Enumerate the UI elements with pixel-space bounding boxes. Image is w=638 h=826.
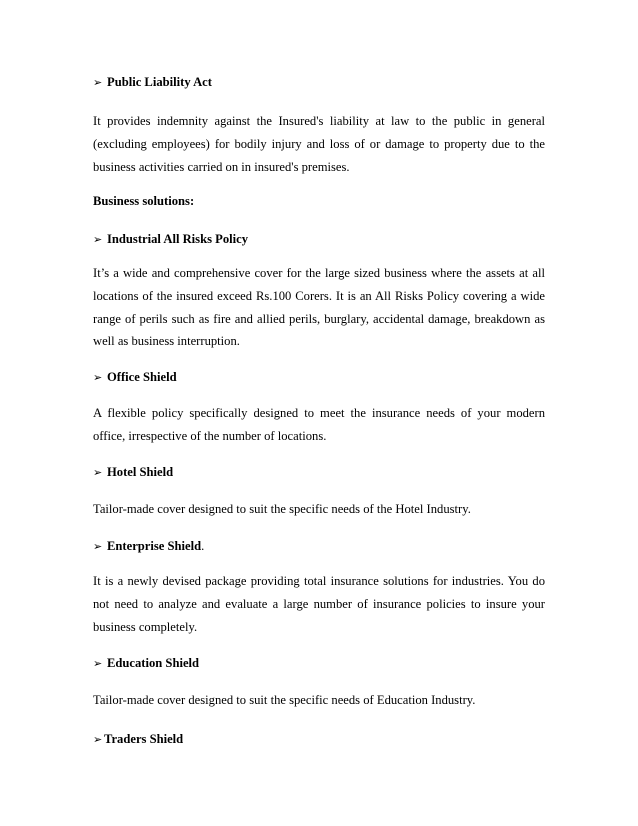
heading-text: Traders Shield	[104, 732, 184, 746]
arrow-bullet-icon: ➢	[93, 657, 103, 670]
paragraph-industrial-all-risks: It’s a wide and comprehensive cover for the large sized business where the assets at all locations of the insured exceed Rs.100 Corers. It is an All Risks Policy covering a wide range of perils such as fire and allied perils, burglary, accidental damage, breakdown as well as business interruption.	[93, 266, 545, 349]
heading-text: Enterprise Shield	[107, 539, 202, 553]
arrow-bullet-icon: ➢	[93, 371, 103, 384]
heading-education-shield	[93, 652, 545, 676]
heading-hotel-shield	[93, 461, 545, 485]
heading-office-shield	[93, 366, 545, 390]
heading-text: Public Liability Act	[107, 75, 212, 89]
heading-text: Industrial All Risks Policy	[107, 232, 249, 246]
heading-industrial-all-risks-policy	[93, 228, 545, 252]
arrow-bullet-icon: ➢	[93, 233, 103, 246]
arrow-bullet-icon: ➢	[93, 76, 103, 89]
heading-enterprise-shield	[93, 535, 545, 559]
heading-text: Education Shield	[107, 656, 200, 670]
arrow-bullet-icon: ➢	[93, 733, 103, 746]
paragraph-education-shield: Tailor-made cover designed to suit the specific needs of Education Industry.	[93, 693, 476, 707]
heading-text: Office Shield	[107, 370, 177, 384]
heading-traders-shield	[93, 728, 545, 752]
arrow-bullet-icon: ➢	[93, 540, 103, 553]
paragraph-office-shield: A flexible policy specifically designed to meet the insurance needs of your modern office, irrespective of the number of locations.	[93, 406, 545, 443]
heading-public-liability-act	[93, 71, 545, 95]
paragraph-enterprise-shield: It is a newly devised package providing total insurance solutions for industries. You do not need to analyze and evaluate a large number of insurance policies to insure your business completely.	[93, 574, 545, 634]
paragraph-hotel-shield: Tailor-made cover designed to suit the specific needs of the Hotel Industry.	[93, 502, 471, 516]
arrow-bullet-icon: ➢	[93, 466, 103, 479]
heading-text: Hotel Shield	[107, 465, 174, 479]
heading-trailing-period: .	[201, 539, 205, 553]
paragraph-public-liability: It provides indemnity against the Insured's liability at law to the public in general (excluding employees) for bodily injury and loss of or damage to property due to the business activities carried on in insured's premises.	[93, 114, 545, 174]
heading-business-solutions: Business solutions:	[93, 194, 195, 208]
